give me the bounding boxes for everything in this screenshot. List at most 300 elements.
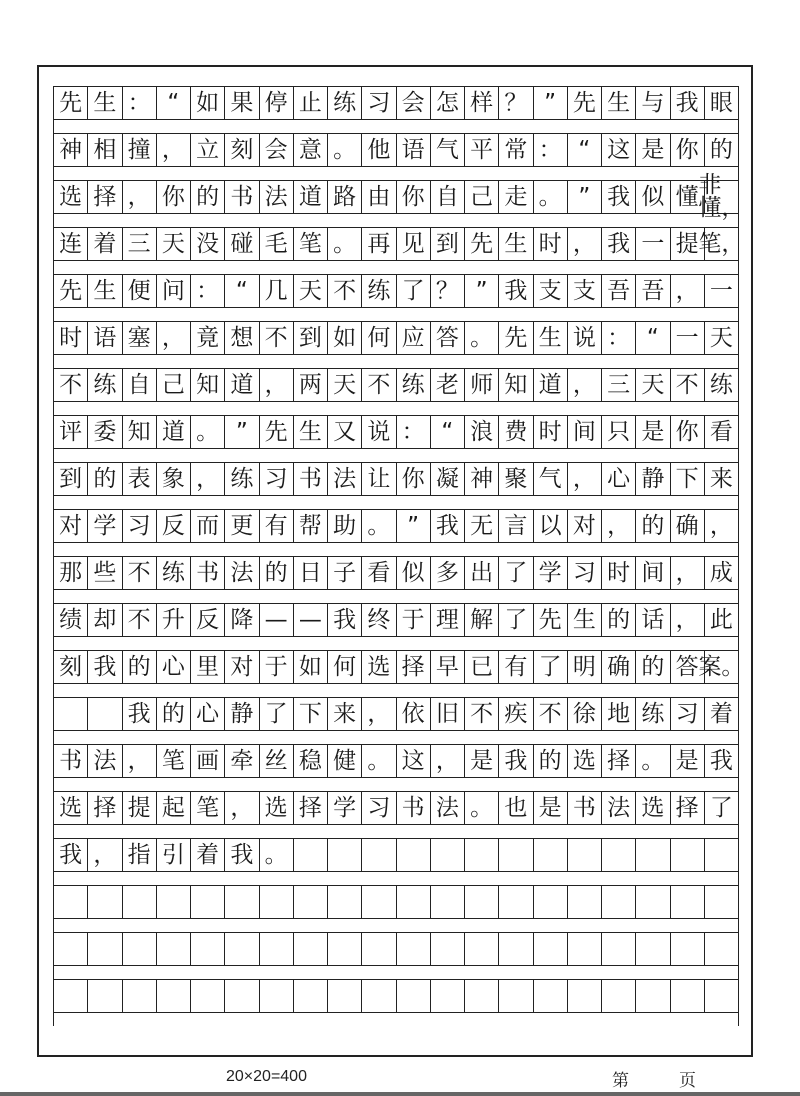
grid-cell: 起 <box>157 792 191 824</box>
grid-cell: 天 <box>157 228 191 260</box>
grid-cell <box>465 980 499 1012</box>
grid-row <box>53 274 739 321</box>
grid-cell <box>636 980 670 1012</box>
grid-cell: 更 <box>225 510 259 542</box>
grid-cell: 选 <box>362 651 396 683</box>
grid-cell: 。 <box>465 322 499 354</box>
grid-cell: 不 <box>465 698 499 730</box>
grid-cell: ： <box>191 275 225 307</box>
grid-row <box>53 838 739 885</box>
grid-cell: 浪 <box>465 416 499 448</box>
grid-cell: 吾 <box>636 275 670 307</box>
grid-cell: 习 <box>362 87 396 119</box>
page-suffix: 页 <box>679 1071 696 1091</box>
grid-cell: 选 <box>54 792 88 824</box>
row-spacer <box>53 825 739 838</box>
grid-row-cells <box>53 415 739 449</box>
grid-cell: 我 <box>602 228 636 260</box>
grid-cell <box>602 933 636 965</box>
page-number-label <box>612 1066 696 1091</box>
grid-cell: 来 <box>705 463 739 495</box>
grid-cell: 了 <box>499 557 533 589</box>
grid-cell: 我 <box>671 87 705 119</box>
row-spacer <box>53 684 739 697</box>
grid-cell: 的 <box>636 651 670 683</box>
row-spacer <box>53 402 739 415</box>
grid-cell: 帮 <box>294 510 328 542</box>
grid-cell: 想 <box>225 322 259 354</box>
grid-cell: 看 <box>705 416 739 448</box>
grid-cell: 到 <box>54 463 88 495</box>
row-spacer <box>53 543 739 556</box>
grid-cell: 到 <box>431 228 465 260</box>
grid-cell: 是 <box>671 745 705 777</box>
grid-cell <box>568 839 602 871</box>
grid-cell <box>362 980 396 1012</box>
grid-cell: 引 <box>157 839 191 871</box>
grid-cell: 笔， <box>705 228 739 260</box>
grid-row <box>53 556 739 603</box>
grid-cell: 法 <box>602 792 636 824</box>
grid-cell: 提 <box>123 792 157 824</box>
grid-cell: “ <box>431 416 465 448</box>
grid-cell: 画 <box>191 745 225 777</box>
grid-cell: 了 <box>260 698 294 730</box>
grid-cell: 答 <box>671 651 705 683</box>
grid-cell: 不 <box>123 604 157 636</box>
grid-cell: 样 <box>465 87 499 119</box>
grid-cell: 健 <box>328 745 362 777</box>
grid-cell: ， <box>568 463 602 495</box>
page-prefix: 第 <box>612 1071 629 1091</box>
grid-cell <box>54 933 88 965</box>
grid-cell: 择 <box>88 181 122 213</box>
grid-cell: “ <box>157 87 191 119</box>
grid-cell: 我 <box>88 651 122 683</box>
grid-row-cells <box>53 697 739 731</box>
grid-cell <box>191 933 225 965</box>
grid-cell: 凝 <box>431 463 465 495</box>
grid-cell: — <box>294 604 328 636</box>
grid-cell: 表 <box>123 463 157 495</box>
grid-cell <box>602 886 636 918</box>
row-spacer <box>53 167 739 180</box>
grid-cell <box>88 933 122 965</box>
row-spacer <box>53 261 739 274</box>
grid-cell: 我 <box>54 839 88 871</box>
grid-cell <box>225 933 259 965</box>
grid-cell <box>157 933 191 965</box>
grid-cell: 气 <box>431 134 465 166</box>
grid-row-cells <box>53 979 739 1013</box>
grid-cell: 象 <box>157 463 191 495</box>
grid-cell: 生 <box>602 87 636 119</box>
grid-cell: 时 <box>602 557 636 589</box>
grid-cell: 如 <box>294 651 328 683</box>
row-spacer <box>53 1013 739 1026</box>
grid-cell: 支 <box>534 275 568 307</box>
grid-row <box>53 368 739 415</box>
row-spacer <box>53 308 739 321</box>
grid-cell: 不 <box>328 275 362 307</box>
row-spacer <box>53 966 739 979</box>
grid-cell: 我 <box>602 181 636 213</box>
grid-cell: 似 <box>636 181 670 213</box>
grid-cell: 却 <box>88 604 122 636</box>
grid-cell: 反 <box>191 604 225 636</box>
grid-cell: 着 <box>705 698 739 730</box>
row-spacer <box>53 120 739 133</box>
row-spacer <box>53 919 739 932</box>
grid-cell: 案。 <box>705 651 739 683</box>
grid-cell: 是 <box>465 745 499 777</box>
grid-cell: 见 <box>397 228 431 260</box>
grid-cell: 如 <box>328 322 362 354</box>
grid-cell: 已 <box>465 651 499 683</box>
grid-row-cells <box>53 133 739 167</box>
grid-cell: ” <box>465 275 499 307</box>
grid-cell: 的 <box>534 745 568 777</box>
row-spacer <box>53 637 739 650</box>
grid-cell: 地 <box>602 698 636 730</box>
grid-cell: 到 <box>294 322 328 354</box>
grid-cell: 天 <box>294 275 328 307</box>
grid-cell: 指 <box>123 839 157 871</box>
grid-cell <box>602 980 636 1012</box>
grid-cell: 着 <box>88 228 122 260</box>
grid-cell: 我 <box>123 698 157 730</box>
grid-cell <box>636 886 670 918</box>
grid-cell: 道 <box>294 181 328 213</box>
grid-row-cells <box>53 556 739 590</box>
row-spacer <box>53 590 739 603</box>
grid-cell: 无 <box>465 510 499 542</box>
grid-cell: 选 <box>568 745 602 777</box>
grid-cell: 知 <box>123 416 157 448</box>
grid-cell: 我 <box>499 745 533 777</box>
grid-cell: ， <box>568 228 602 260</box>
grid-cell <box>328 839 362 871</box>
grid-cell <box>499 886 533 918</box>
row-spacer <box>53 778 739 791</box>
grid-row-cells <box>53 172 745 221</box>
grid-cell: 练 <box>225 463 259 495</box>
grid-cell: 练 <box>636 698 670 730</box>
row-spacer <box>53 731 739 744</box>
scan-edge <box>0 1092 800 1096</box>
grid-cell: 择 <box>294 792 328 824</box>
grid-cell: 不 <box>123 557 157 589</box>
grid-cell <box>328 980 362 1012</box>
grid-cell: 静 <box>636 463 670 495</box>
grid-row-cells <box>53 838 739 872</box>
grid-cell: 说 <box>362 416 396 448</box>
grid-cell: 生 <box>88 87 122 119</box>
grid-cell: 相 <box>88 134 122 166</box>
grid-cell: 不 <box>260 322 294 354</box>
grid-cell: 又 <box>328 416 362 448</box>
grid-cell <box>431 839 465 871</box>
grid-cell: 也 <box>499 792 533 824</box>
grid-cell <box>671 980 705 1012</box>
grid-cell <box>123 980 157 1012</box>
row-spacer <box>53 496 739 509</box>
grid-cell: 知 <box>191 369 225 401</box>
grid-cell <box>431 933 465 965</box>
grid-cell: ？ <box>431 275 465 307</box>
grid-cell: ， <box>671 275 705 307</box>
grid-row <box>53 650 745 697</box>
grid-cell: 生 <box>294 416 328 448</box>
grid-cell: ， <box>123 745 157 777</box>
grid-cell: 不 <box>54 369 88 401</box>
grid-cell: ？ <box>499 87 533 119</box>
grid-cell: 些 <box>88 557 122 589</box>
grid-cell: 我 <box>705 745 739 777</box>
grid-cell: 出 <box>465 557 499 589</box>
grid-cell: 是 <box>636 416 670 448</box>
grid-cell: 的 <box>157 698 191 730</box>
grid-cell: 如 <box>191 87 225 119</box>
grid-cell: 笔 <box>294 228 328 260</box>
row-spacer <box>53 449 739 462</box>
grid-cell <box>568 980 602 1012</box>
grid-cell: ， <box>602 510 636 542</box>
grid-cell: 解 <box>465 604 499 636</box>
grid-cell: 择 <box>88 792 122 824</box>
grid-cell <box>191 886 225 918</box>
grid-cell: 的 <box>123 651 157 683</box>
grid-row-cells <box>53 744 739 778</box>
grid-cell: 习 <box>568 557 602 589</box>
grid-row <box>53 932 739 979</box>
grid-cell: 确 <box>602 651 636 683</box>
grid-cell: 了 <box>705 792 739 824</box>
grid-cell: 以 <box>534 510 568 542</box>
grid-cell: 聚 <box>499 463 533 495</box>
grid-cell: 非懂， <box>698 172 745 221</box>
grid-cell <box>54 980 88 1012</box>
grid-cell: 这 <box>602 134 636 166</box>
grid-cell <box>431 980 465 1012</box>
grid-cell: 牵 <box>225 745 259 777</box>
grid-cell: 练 <box>88 369 122 401</box>
grid-cell: 。 <box>465 792 499 824</box>
grid-cell: 碰 <box>225 228 259 260</box>
grid-cell: 学 <box>88 510 122 542</box>
grid-cell: 不 <box>534 698 568 730</box>
grid-cell <box>294 980 328 1012</box>
grid-cell <box>157 980 191 1012</box>
grid-cell: 话 <box>636 604 670 636</box>
grid-cell: 间 <box>568 416 602 448</box>
grid-cell: 先 <box>54 275 88 307</box>
grid-row-cells <box>53 368 739 402</box>
grid-cell: 你 <box>397 181 431 213</box>
grid-cell: 练 <box>705 369 739 401</box>
row-spacer <box>53 872 739 885</box>
grid-cell: 气 <box>534 463 568 495</box>
grid-cell: 习 <box>260 463 294 495</box>
grid-cell: 三 <box>123 228 157 260</box>
grid-cell: 择 <box>397 651 431 683</box>
grid-cell <box>294 933 328 965</box>
grid-row <box>53 509 739 556</box>
grid-cell: ， <box>157 134 191 166</box>
grid-cell: 刻 <box>54 651 88 683</box>
grid-cell: 下 <box>671 463 705 495</box>
grid-cell <box>705 933 739 965</box>
grid-cell: 的 <box>191 181 225 213</box>
grid-cell: 理 <box>431 604 465 636</box>
grid-cell: 疾 <box>499 698 533 730</box>
grid-cell: 选 <box>636 792 670 824</box>
grid-cell <box>191 980 225 1012</box>
grid-cell: 。 <box>534 181 568 213</box>
grid-cell: 两 <box>294 369 328 401</box>
grid-cell: 让 <box>362 463 396 495</box>
grid-cell <box>54 886 88 918</box>
grid-cell: 而 <box>191 510 225 542</box>
grid-cell: 时 <box>54 322 88 354</box>
grid-cell: 来 <box>328 698 362 730</box>
grid-cell: 了 <box>534 651 568 683</box>
grid-cell: ” <box>568 181 602 213</box>
grid-cell: 委 <box>88 416 122 448</box>
grid-cell <box>294 839 328 871</box>
grid-cell: 徐 <box>568 698 602 730</box>
grid-row-cells <box>53 462 739 496</box>
grid-cell: ， <box>88 839 122 871</box>
grid-cell: 选 <box>54 181 88 213</box>
grid-cell: 法 <box>431 792 465 824</box>
grid-cell: 语 <box>88 322 122 354</box>
grid-row <box>53 415 739 462</box>
grid-cell: 只 <box>602 416 636 448</box>
grid-cell: 了 <box>499 604 533 636</box>
grid-cell <box>671 886 705 918</box>
grid-cell: 法 <box>88 745 122 777</box>
grid-cell: 会 <box>397 87 431 119</box>
grid-cell: 反 <box>157 510 191 542</box>
grid-cell: 于 <box>397 604 431 636</box>
grid-row <box>53 321 739 368</box>
grid-cell: 多 <box>431 557 465 589</box>
grid-cell: “ <box>568 134 602 166</box>
grid-cell <box>534 886 568 918</box>
grid-row-cells <box>53 650 745 684</box>
grid-cell: 的 <box>705 134 739 166</box>
grid-cell <box>397 933 431 965</box>
grid-cell: 心 <box>602 463 636 495</box>
grid-cell: 眼 <box>705 87 739 119</box>
grid-cell: ， <box>191 463 225 495</box>
grid-cell: 这 <box>397 745 431 777</box>
grid-cell: 再 <box>362 228 396 260</box>
grid-cell: 师 <box>465 369 499 401</box>
grid-cell <box>123 933 157 965</box>
grid-cell <box>636 839 670 871</box>
grid-cell: 时 <box>534 416 568 448</box>
grid-cell: 静 <box>225 698 259 730</box>
grid-cell: 看 <box>362 557 396 589</box>
grid-cell: 。 <box>328 228 362 260</box>
grid-cell: “ <box>636 322 670 354</box>
grid-cell: 习 <box>362 792 396 824</box>
grid-row <box>53 462 739 509</box>
grid-cell: 。 <box>328 134 362 166</box>
grid-cell: 稳 <box>294 745 328 777</box>
grid-cell: ” <box>225 416 259 448</box>
grid-cell <box>534 933 568 965</box>
grid-row <box>53 603 739 650</box>
grid-cell: “ <box>225 275 259 307</box>
grid-cell: 练 <box>397 369 431 401</box>
grid-cell: 。 <box>362 510 396 542</box>
grid-cell: 降 <box>225 604 259 636</box>
grid-cell: 他 <box>362 134 396 166</box>
grid-cell: 便 <box>123 275 157 307</box>
writing-grid <box>53 86 745 1026</box>
grid-cell: 怎 <box>431 87 465 119</box>
grid-cell: 书 <box>568 792 602 824</box>
grid-cell: ， <box>431 745 465 777</box>
grid-cell: 塞 <box>123 322 157 354</box>
grid-cell: ， <box>157 322 191 354</box>
grid-cell <box>397 839 431 871</box>
grid-cell: 几 <box>260 275 294 307</box>
grid-cell: 此 <box>705 604 739 636</box>
grid-cell: ， <box>671 604 705 636</box>
grid-cell: 评 <box>54 416 88 448</box>
grid-cell: 笔 <box>191 792 225 824</box>
grid-cell: 懂 <box>671 181 705 213</box>
grid-row <box>53 885 739 932</box>
grid-cell: 三 <box>602 369 636 401</box>
grid-cell: 。 <box>636 745 670 777</box>
grid-cell: 子 <box>328 557 362 589</box>
grid-cell: 。 <box>191 416 225 448</box>
grid-cell: 学 <box>534 557 568 589</box>
grid-cell: ， <box>705 510 739 542</box>
grid-cell: 明 <box>568 651 602 683</box>
grid-cell: 提 <box>671 228 705 260</box>
grid-cell: 时 <box>534 228 568 260</box>
grid-cell: 常 <box>499 134 533 166</box>
grid-cell: 升 <box>157 604 191 636</box>
grid-cell: 答 <box>431 322 465 354</box>
grid-cell: 练 <box>362 275 396 307</box>
grid-cell: 择 <box>602 745 636 777</box>
grid-cell: 了 <box>397 275 431 307</box>
grid-cell: 似 <box>397 557 431 589</box>
grid-cell: ” <box>397 510 431 542</box>
grid-cell: 。 <box>260 839 294 871</box>
grid-row <box>53 86 739 133</box>
grid-cell: 先 <box>54 87 88 119</box>
grid-cell <box>465 933 499 965</box>
grid-cell <box>328 886 362 918</box>
grid-cell: 那 <box>54 557 88 589</box>
grid-cell: ， <box>123 181 157 213</box>
grid-cell: ， <box>568 369 602 401</box>
grid-cell: 间 <box>636 557 670 589</box>
grid-cell: ： <box>397 416 431 448</box>
grid-cell: 平 <box>465 134 499 166</box>
grid-cell: 一 <box>636 228 670 260</box>
grid-cell <box>88 980 122 1012</box>
grid-cell: 撞 <box>123 134 157 166</box>
